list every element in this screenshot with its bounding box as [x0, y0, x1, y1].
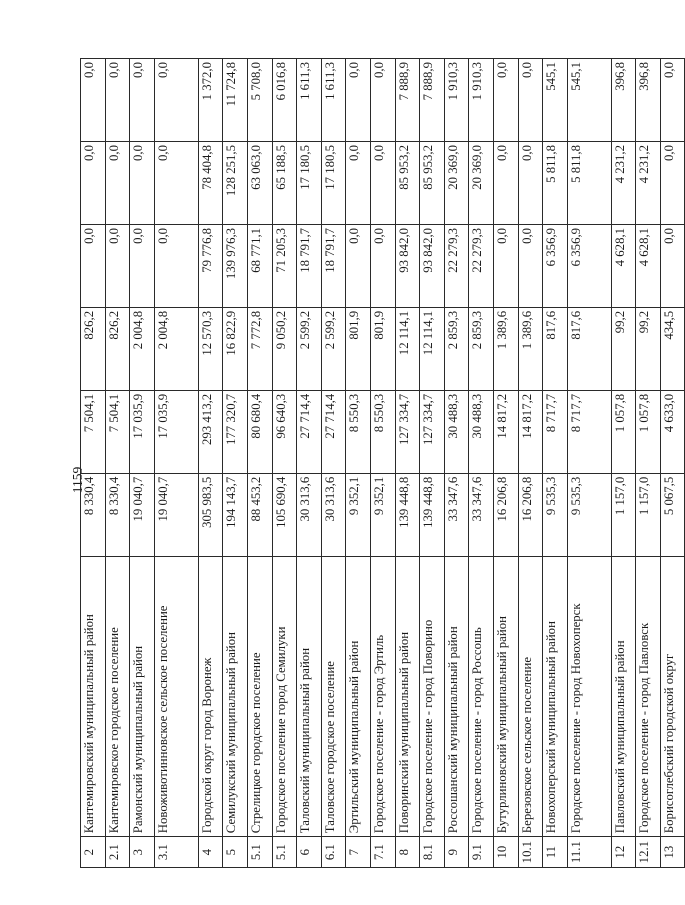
value-cell-1: 8 330,4: [81, 473, 106, 556]
value-cell-5: 0,0: [660, 141, 685, 224]
table-row: [272, 59, 297, 868]
value-cell-6: 0,0: [493, 59, 518, 142]
value-cell-6: 0,0: [130, 59, 155, 142]
value-cell-5: 20 369,0: [444, 141, 469, 224]
municipality-name-cell: Таловское городское поселение: [321, 556, 346, 837]
value-cell-1: 139 448,8: [420, 473, 445, 556]
value-cell-4: 0,0: [154, 224, 198, 307]
value-cell-1: 30 313,6: [297, 473, 322, 556]
row-number-cell: 2: [81, 837, 106, 868]
value-cell-4: 79 776,8: [198, 224, 223, 307]
value-cell-4: 0,0: [130, 224, 155, 307]
municipality-name-cell: Рамонский муниципальный район: [130, 556, 155, 837]
row-number-cell: 12: [611, 837, 636, 868]
value-cell-4: 0,0: [518, 224, 543, 307]
value-cell-1: 1 157,0: [636, 473, 661, 556]
value-cell-1: 8 330,4: [105, 473, 130, 556]
municipality-name-cell: Городское поселение - город Павловск: [636, 556, 661, 837]
value-cell-2: 8 717,7: [567, 390, 611, 473]
table-row: [469, 59, 494, 868]
table-row: [611, 59, 636, 868]
row-number-cell: 7.1: [370, 837, 395, 868]
value-cell-5: 17 180,5: [297, 141, 322, 224]
row-number-cell: 8: [395, 837, 420, 868]
value-cell-4: 6 356,9: [567, 224, 611, 307]
table-row: [395, 59, 420, 868]
value-cell-6: 1 611,3: [297, 59, 322, 142]
municipality-name-cell: Новоживотинновское сельское поселение: [154, 556, 198, 837]
value-cell-6: 7 888,9: [420, 59, 445, 142]
value-cell-6: 545,1: [543, 59, 568, 142]
value-cell-4: 93 842,0: [395, 224, 420, 307]
value-cell-4: 6 356,9: [543, 224, 568, 307]
municipality-name-cell: Поворинский муниципальный район: [395, 556, 420, 837]
municipality-name-cell: Кантемировский муниципальный район: [81, 556, 106, 837]
value-cell-3: 99,2: [636, 307, 661, 390]
row-number-cell: 3: [130, 837, 155, 868]
row-number-cell: 12.1: [636, 837, 661, 868]
value-cell-2: 14 817,2: [518, 390, 543, 473]
municipality-name-cell: Семилукский муниципальный район: [223, 556, 248, 837]
value-cell-4: 22 279,3: [469, 224, 494, 307]
value-cell-2: 30 488,3: [444, 390, 469, 473]
value-cell-3: 1 389,6: [518, 307, 543, 390]
row-number-cell: 6: [297, 837, 322, 868]
table-row: [223, 59, 248, 868]
table-row: [444, 59, 469, 868]
municipality-name-cell: Городское поселение - город Россошь: [469, 556, 494, 837]
municipality-name-cell: Эртильский муниципальный район: [346, 556, 371, 837]
table-row: [130, 59, 155, 868]
table-row: [297, 59, 322, 868]
municipality-name-cell: Городское поселение - город Поворино: [420, 556, 445, 837]
value-cell-5: 0,0: [370, 141, 395, 224]
value-cell-3: 817,6: [543, 307, 568, 390]
value-cell-2: 127 334,7: [395, 390, 420, 473]
value-cell-3: 2 004,8: [154, 307, 198, 390]
value-cell-2: 17 035,9: [130, 390, 155, 473]
value-cell-5: 0,0: [81, 141, 106, 224]
value-cell-1: 9 535,3: [567, 473, 611, 556]
row-number-cell: 6.1: [321, 837, 346, 868]
value-cell-4: 71 205,3: [272, 224, 297, 307]
value-cell-6: 545,1: [567, 59, 611, 142]
value-cell-6: 0,0: [370, 59, 395, 142]
row-number-cell: 10: [493, 837, 518, 868]
value-cell-1: 9 352,1: [346, 473, 371, 556]
row-number-cell: 3.1: [154, 837, 198, 868]
value-cell-5: 85 953,2: [395, 141, 420, 224]
value-cell-6: 7 888,9: [395, 59, 420, 142]
municipality-name-cell: Городское поселение - город Новохоперск: [567, 556, 611, 837]
value-cell-4: 4 628,1: [636, 224, 661, 307]
municipality-name-cell: Россошанский муниципальный район: [444, 556, 469, 837]
value-cell-6: 0,0: [660, 59, 685, 142]
value-cell-4: 0,0: [81, 224, 106, 307]
value-cell-2: 27 714,4: [321, 390, 346, 473]
rotated-table-area: [80, 58, 676, 868]
value-cell-3: 16 822,9: [223, 307, 248, 390]
value-cell-1: 139 448,8: [395, 473, 420, 556]
table-row: [543, 59, 568, 868]
value-cell-5: 0,0: [346, 141, 371, 224]
value-cell-1: 9 352,1: [370, 473, 395, 556]
table-row: [346, 59, 371, 868]
value-cell-5: 63 063,0: [247, 141, 272, 224]
value-cell-2: 96 640,3: [272, 390, 297, 473]
value-cell-5: 17 180,5: [321, 141, 346, 224]
value-cell-3: 12 570,3: [198, 307, 223, 390]
value-cell-3: 801,9: [370, 307, 395, 390]
value-cell-1: 305 983,5: [198, 473, 223, 556]
value-cell-4: 18 791,7: [297, 224, 322, 307]
value-cell-1: 88 453,2: [247, 473, 272, 556]
value-cell-6: 0,0: [518, 59, 543, 142]
value-cell-3: 1 389,6: [493, 307, 518, 390]
value-cell-3: 801,9: [346, 307, 371, 390]
value-cell-1: 16 206,8: [493, 473, 518, 556]
table-row: [81, 59, 106, 868]
value-cell-3: 2 859,3: [444, 307, 469, 390]
table-row: [636, 59, 661, 868]
value-cell-5: 4 231,2: [636, 141, 661, 224]
value-cell-2: 8 717,7: [543, 390, 568, 473]
value-cell-1: 194 143,7: [223, 473, 248, 556]
value-cell-2: 7 504,1: [105, 390, 130, 473]
value-cell-3: 9 050,2: [272, 307, 297, 390]
table-row: [493, 59, 518, 868]
value-cell-3: 2 599,2: [321, 307, 346, 390]
row-number-cell: 5.1: [247, 837, 272, 868]
municipality-name-cell: Городской округ город Воронеж: [198, 556, 223, 837]
value-cell-3: 12 114,1: [420, 307, 445, 390]
budget-table: [80, 58, 685, 868]
value-cell-1: 5 067,5: [660, 473, 685, 556]
value-cell-4: 0,0: [346, 224, 371, 307]
value-cell-2: 127 334,7: [420, 390, 445, 473]
row-number-cell: 13: [660, 837, 685, 868]
value-cell-6: 0,0: [81, 59, 106, 142]
value-cell-5: 20 369,0: [469, 141, 494, 224]
table-row: [154, 59, 198, 868]
value-cell-3: 2 599,2: [297, 307, 322, 390]
value-cell-4: 0,0: [493, 224, 518, 307]
row-number-cell: 7: [346, 837, 371, 868]
municipality-name-cell: Березовское сельское поселение: [518, 556, 543, 837]
municipality-name-cell: Городское поселение город Семилуки: [272, 556, 297, 837]
value-cell-4: 93 842,0: [420, 224, 445, 307]
value-cell-1: 19 040,7: [130, 473, 155, 556]
value-cell-2: 14 817,2: [493, 390, 518, 473]
municipality-name-cell: Стрелицкое городское поселение: [247, 556, 272, 837]
value-cell-1: 105 690,4: [272, 473, 297, 556]
value-cell-5: 65 188,5: [272, 141, 297, 224]
value-cell-6: 0,0: [346, 59, 371, 142]
value-cell-2: 177 320,7: [223, 390, 248, 473]
table-row: [370, 59, 395, 868]
value-cell-4: 0,0: [105, 224, 130, 307]
value-cell-6: 1 611,3: [321, 59, 346, 142]
value-cell-5: 0,0: [518, 141, 543, 224]
value-cell-1: 33 347,6: [444, 473, 469, 556]
value-cell-3: 826,2: [81, 307, 106, 390]
value-cell-2: 7 504,1: [81, 390, 106, 473]
value-cell-6: 1 372,0: [198, 59, 223, 142]
value-cell-4: 0,0: [660, 224, 685, 307]
value-cell-5: 0,0: [105, 141, 130, 224]
value-cell-3: 99,2: [611, 307, 636, 390]
value-cell-6: 1 910,3: [469, 59, 494, 142]
row-number-cell: 11.1: [567, 837, 611, 868]
value-cell-3: 434,5: [660, 307, 685, 390]
value-cell-1: 19 040,7: [154, 473, 198, 556]
value-cell-5: 5 811,8: [543, 141, 568, 224]
municipality-name-cell: Таловский муниципальный район: [297, 556, 322, 837]
value-cell-5: 0,0: [130, 141, 155, 224]
value-cell-6: 396,8: [636, 59, 661, 142]
value-cell-1: 1 157,0: [611, 473, 636, 556]
value-cell-3: 826,2: [105, 307, 130, 390]
value-cell-2: 30 488,3: [469, 390, 494, 473]
value-cell-2: 1 057,8: [611, 390, 636, 473]
row-number-cell: 2.1: [105, 837, 130, 868]
value-cell-1: 9 535,3: [543, 473, 568, 556]
table-row: [247, 59, 272, 868]
value-cell-4: 0,0: [370, 224, 395, 307]
value-cell-2: 27 714,4: [297, 390, 322, 473]
value-cell-6: 5 708,0: [247, 59, 272, 142]
value-cell-6: 6 016,8: [272, 59, 297, 142]
municipality-name-cell: Павловский муниципальный район: [611, 556, 636, 837]
value-cell-2: 293 413,2: [198, 390, 223, 473]
municipality-name-cell: Кантемировское городское поселение: [105, 556, 130, 837]
table-row: [518, 59, 543, 868]
value-cell-5: 4 231,2: [611, 141, 636, 224]
value-cell-2: 8 550,3: [370, 390, 395, 473]
row-number-cell: 5.1: [272, 837, 297, 868]
value-cell-2: 1 057,8: [636, 390, 661, 473]
value-cell-6: 11 724,8: [223, 59, 248, 142]
value-cell-6: 1 910,3: [444, 59, 469, 142]
value-cell-3: 817,6: [567, 307, 611, 390]
municipality-name-cell: Городское поселение - город Эртиль: [370, 556, 395, 837]
value-cell-4: 68 771,1: [247, 224, 272, 307]
municipality-name-cell: Новохоперский муниципальный район: [543, 556, 568, 837]
table-row: [105, 59, 130, 868]
value-cell-3: 2 859,3: [469, 307, 494, 390]
value-cell-6: 0,0: [105, 59, 130, 142]
value-cell-5: 78 404,8: [198, 141, 223, 224]
value-cell-6: 0,0: [154, 59, 198, 142]
value-cell-5: 0,0: [493, 141, 518, 224]
value-cell-1: 30 313,6: [321, 473, 346, 556]
value-cell-4: 139 976,3: [223, 224, 248, 307]
municipality-name-cell: Борисоглебский городской округ: [660, 556, 685, 837]
value-cell-3: 12 114,1: [395, 307, 420, 390]
row-number-cell: 9: [444, 837, 469, 868]
row-number-cell: 11: [543, 837, 568, 868]
table-body: [81, 59, 685, 868]
row-number-cell: 4: [198, 837, 223, 868]
municipality-name-cell: Бутурлиновский муниципальный район: [493, 556, 518, 837]
value-cell-5: 5 811,8: [567, 141, 611, 224]
value-cell-4: 4 628,1: [611, 224, 636, 307]
value-cell-3: 2 004,8: [130, 307, 155, 390]
table-row: [567, 59, 611, 868]
value-cell-5: 128 251,5: [223, 141, 248, 224]
value-cell-3: 7 772,8: [247, 307, 272, 390]
value-cell-2: 17 035,9: [154, 390, 198, 473]
table-row: [420, 59, 445, 868]
value-cell-6: 396,8: [611, 59, 636, 142]
value-cell-4: 22 279,3: [444, 224, 469, 307]
row-number-cell: 9.1: [469, 837, 494, 868]
value-cell-1: 33 347,6: [469, 473, 494, 556]
value-cell-2: 4 633,0: [660, 390, 685, 473]
value-cell-4: 18 791,7: [321, 224, 346, 307]
row-number-cell: 5: [223, 837, 248, 868]
value-cell-2: 80 680,4: [247, 390, 272, 473]
value-cell-5: 85 953,2: [420, 141, 445, 224]
row-number-cell: 10.1: [518, 837, 543, 868]
table-row: [198, 59, 223, 868]
value-cell-2: 8 550,3: [346, 390, 371, 473]
value-cell-5: 0,0: [154, 141, 198, 224]
value-cell-1: 16 206,8: [518, 473, 543, 556]
page-number: 1159: [70, 466, 85, 494]
table-row: [321, 59, 346, 868]
row-number-cell: 8.1: [420, 837, 445, 868]
table-row: [660, 59, 685, 868]
